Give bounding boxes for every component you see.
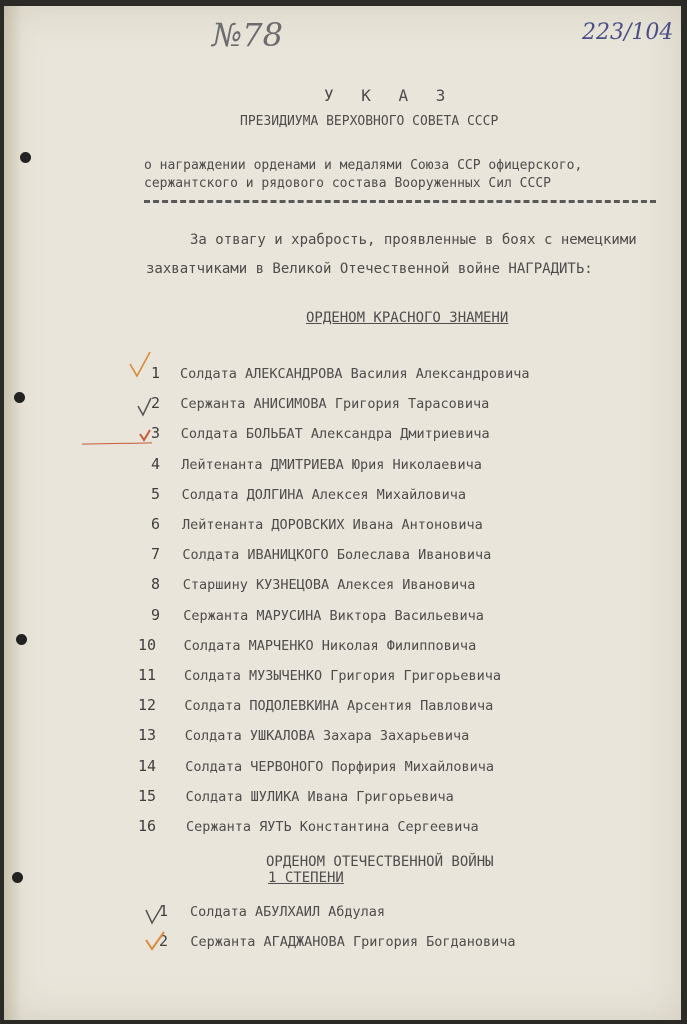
entry-number: 13	[137, 726, 156, 745]
list-item	[4, 932, 681, 956]
order-patriotic-war-degree: 1 СТЕПЕНИ	[268, 870, 344, 886]
entry-number: 1	[150, 364, 160, 382]
entry-number: 1	[158, 902, 168, 920]
list-item	[4, 575, 681, 599]
order-patriotic-war-title: ОРДЕНОМ ОТЕЧЕСТВЕННОЙ ВОЙНЫ	[266, 854, 494, 870]
list-item	[4, 606, 681, 630]
entry-text: Сержанта ЯУТЬ Константина Сергеевича	[186, 819, 479, 835]
check-mark-icon	[144, 930, 166, 952]
entry-text: Солдата МАРЧЕНКО Николая Филипповича	[183, 637, 477, 654]
entry-number: 14	[137, 756, 156, 775]
entry-text: Солдата ШУЛИКА Ивана Григорьевича	[185, 788, 454, 805]
document-page	[4, 6, 681, 1020]
entry-text: Лейтенанта ДМИТРИЕВА Юрия Николаевича	[181, 456, 482, 473]
entry-number: 10	[137, 635, 156, 654]
list-item	[4, 636, 681, 660]
document-title: У К А З	[324, 86, 455, 105]
check-mark-icon	[136, 396, 154, 418]
entry-text: Солдата ДОЛГИНА Алексея Михайловича	[181, 486, 467, 503]
list-item	[4, 666, 681, 690]
entry-number: 4	[150, 454, 160, 473]
separator-rule	[144, 200, 656, 203]
entry-text: Солдата ЧЕРВОНОГО Порфирия Михайловича	[185, 758, 495, 775]
punch-hole	[20, 152, 31, 163]
list-item	[4, 455, 681, 479]
entry-text: Солдата БОЛЬБАТ Александра Дмитриевича	[180, 426, 490, 443]
list-item	[4, 515, 681, 539]
entry-number: 9	[150, 605, 160, 624]
entry-number: 5	[150, 484, 160, 503]
entry-text: Солдата АЛЕКСАНДРОВА Василия Александровича	[180, 366, 530, 382]
entry-number: 16	[137, 817, 156, 835]
entry-text: Солдата МУЗЫЧЕНКО Григория Григорьевича	[184, 668, 501, 684]
entry-text: Солдата УШКАЛОВА Захара Захарьевича	[184, 728, 470, 745]
check-mark-icon	[128, 350, 154, 380]
list-item	[4, 424, 681, 448]
entry-number: 2	[150, 394, 160, 413]
list-item	[4, 364, 681, 388]
entry-text: Лейтенанта ДОРОВСКИХ Ивана Антоновича	[182, 517, 483, 533]
entry-number: 7	[150, 545, 160, 564]
list-item	[4, 696, 681, 720]
entry-number: 11	[137, 666, 156, 684]
list-item	[4, 545, 681, 569]
check-mark-icon	[144, 904, 164, 926]
list-item	[4, 757, 681, 781]
list-item	[4, 787, 681, 811]
entry-text: Старшину КУЗНЕЦОВА Алексея Ивановича	[182, 577, 476, 594]
preamble-line2: захватчиками в Великой Отечественной войне НАГРАДИТЬ:	[146, 261, 593, 277]
preamble-line1: За отвагу и храбрость, проявленные в боях с немецкими	[190, 232, 637, 248]
list-item	[4, 902, 681, 926]
list-item	[4, 726, 681, 750]
order-red-banner-title: ОРДЕНОМ КРАСНОГО ЗНАМЕНИ	[306, 310, 509, 326]
punch-hole	[12, 872, 23, 883]
entry-text: Солдата ПОДОЛЕВКИНА Арсентия Павловича	[184, 698, 494, 715]
entry-number: 15	[137, 786, 156, 805]
list-item	[4, 394, 681, 418]
handwritten-number: №78	[212, 16, 283, 54]
entry-number: 12	[137, 696, 156, 715]
entry-number: 3	[150, 424, 160, 443]
document-about-line1: о награждении орденами и медалями Союза ССР офицерского,	[144, 158, 583, 173]
handwritten-archive-ref: 223/104	[582, 20, 674, 45]
entry-number: 8	[150, 575, 160, 594]
entry-number: 6	[150, 515, 160, 533]
document-about-line2: сержантского и рядового состава Вооруженных Сил СССР	[144, 176, 551, 191]
entry-text: Сержанта АГАДЖАНОВА Григория Богдановича	[190, 934, 516, 950]
entry-text: Солдата АБУЛХАИЛ Абдулая	[190, 904, 386, 920]
entry-text: Солдата ИВАНИЦКОГО Болеслава Ивановича	[182, 547, 492, 564]
check-mark-icon	[138, 428, 152, 442]
list-item	[4, 485, 681, 509]
entry-number: 2	[158, 932, 168, 950]
list-item	[4, 817, 681, 841]
entry-text: Сержанта МАРУСИНА Виктора Васильевича	[183, 607, 484, 624]
entry-text: Сержанта АНИСИМОВА Григория Тарасовича	[180, 396, 490, 413]
document-subtitle: ПРЕЗИДИУМА ВЕРХОВНОГО СОВЕТА СССР	[240, 114, 499, 129]
